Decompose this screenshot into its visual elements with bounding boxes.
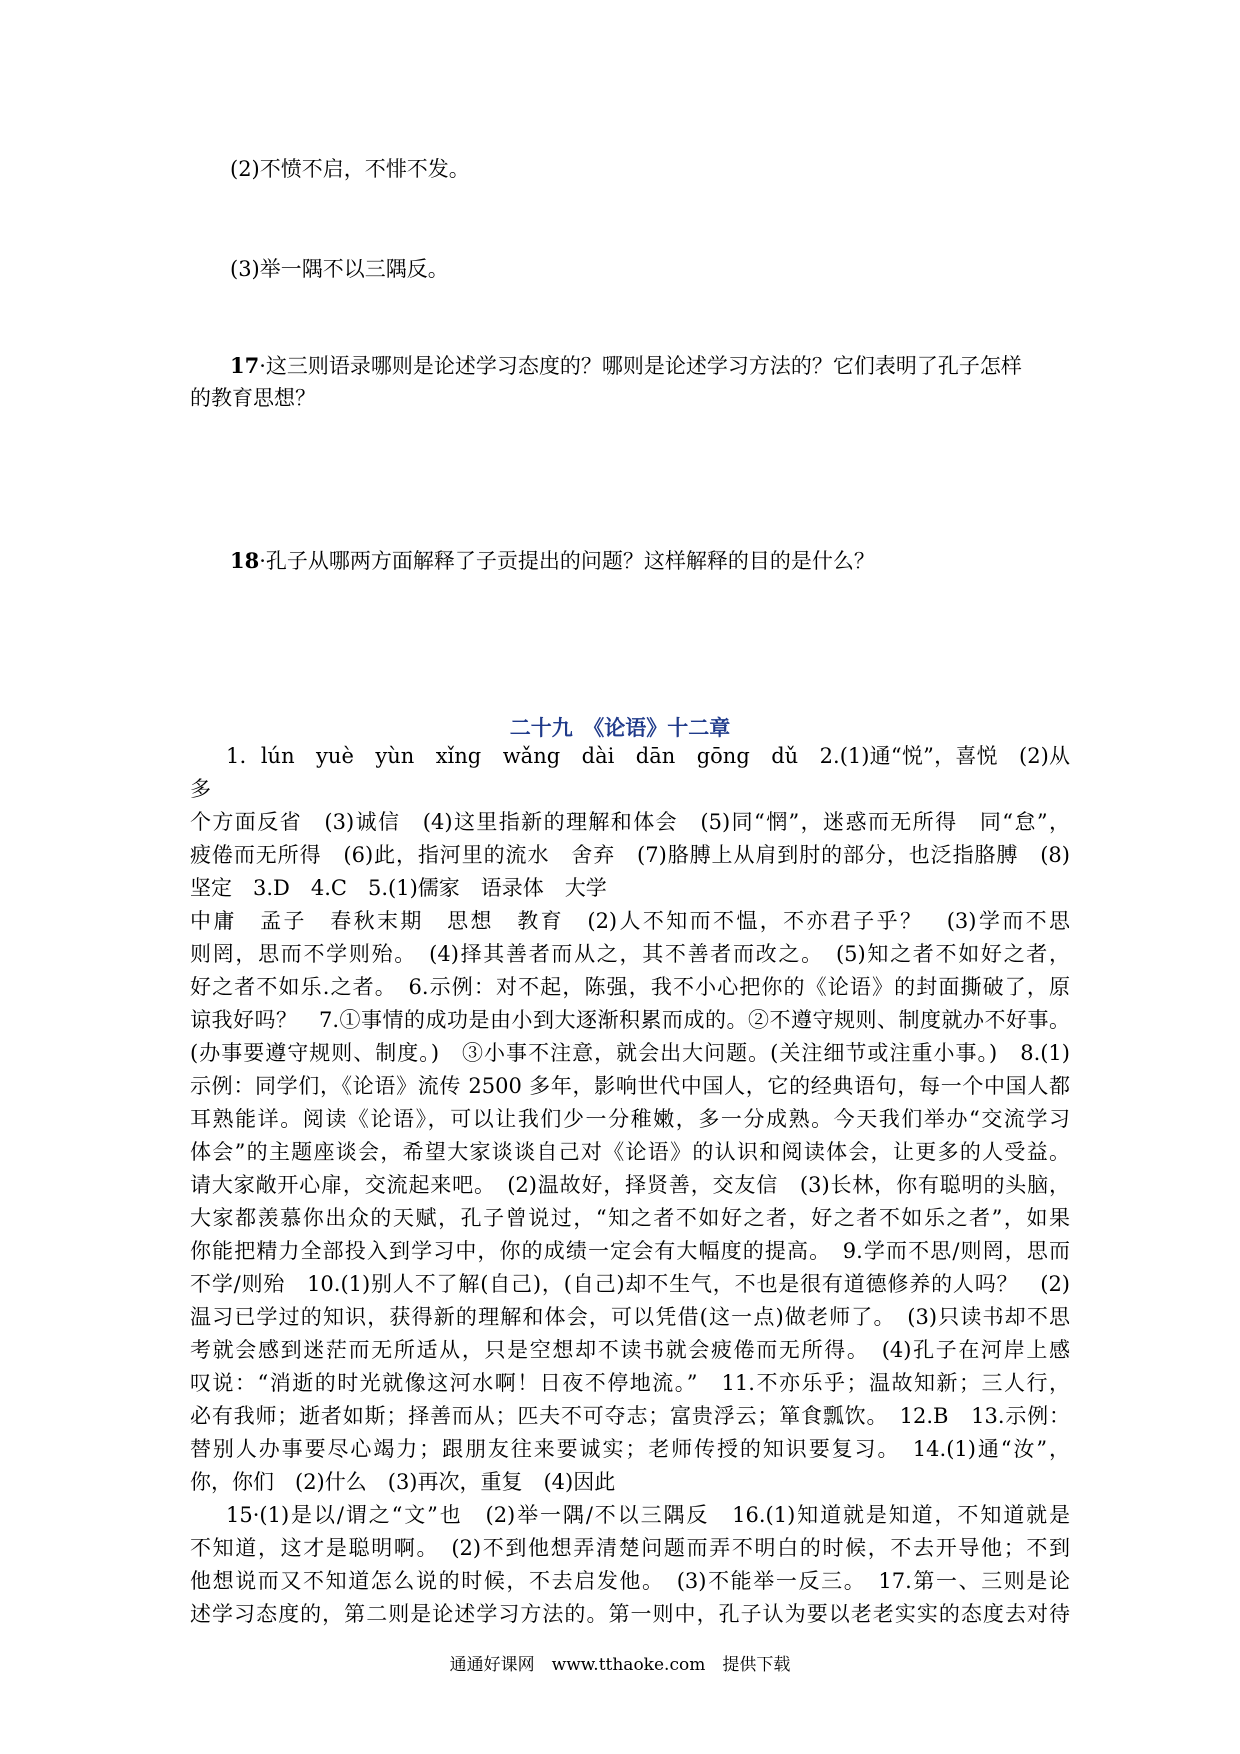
answer-line: 不学/则殆 10.(1)别人不了解(自己)，(自己)却不生气，不也是很有道德修养的人吗？ (2) <box>190 1272 1070 1296</box>
question-18 <box>230 545 875 575</box>
question-18-number: 18 <box>230 548 260 573</box>
question-17-line-1 <box>230 350 1022 380</box>
question-17-text: ·这三则语录哪则是论述学习态度的？哪则是论述学习方法的？它们表明了孔子怎样 <box>259 354 1022 378</box>
section-title: 二十九 《论语》十二章 <box>509 715 731 740</box>
answer-line: 不知道，这才是聪明啊。 (2)不到他想弄清楚问题而弄不明白的时候，不去开导他；不到 <box>190 1536 1070 1560</box>
answer-line: 替别人办事要尽心竭力；跟朋友往来要诚实；老师传授的知识要复习。 14.(1)通“汝”， <box>190 1437 1070 1461</box>
answer-line: 示例：同学们，《论语》流传 2500 多年，影响世代中国人，它的经典语句，每一个中国人都 <box>190 1074 1070 1098</box>
answer-line: 你，你们 (2)什么 (3)再次，重复 (4)因此 <box>190 1470 616 1494</box>
answer-line: 15·(1)是以/谓之“文”也 (2)举一隅/不以三隅反 16.(1)知道就是知道，不知道就是 <box>226 1503 1070 1527</box>
answer-line: 述学习态度的，第二则是论述学习方法的。第一则中，孔子认为要以老老实实的态度去对待 <box>190 1602 1070 1626</box>
answer-line: 叹说：“消逝的时光就像这河水啊！日夜不停地流。” 11.不亦乐乎；温故知新；三人行， <box>190 1371 1070 1395</box>
answer-line: 好之者不如乐.之者。 6.示例：对不起，陈强，我不小心把你的《论语》的封面撕破了，原 <box>190 975 1070 999</box>
answer-line: 1．lún yuè yùn xǐng wǎng dài dān gōng dǔ 2.(1)通“悦”，喜悦 (2)从多 <box>190 744 1070 801</box>
answer-line: (办事要遵守规则、制度。) ③小事不注意，就会出大问题。(关注细节或注重小事。) 8.(1) <box>190 1041 1070 1065</box>
question-16-part-2: (2)不愤不启，不悱不发。 <box>230 157 470 181</box>
answer-line: 谅我好吗？ 7.①事情的成功是由小到大逐渐积累而成的。②不遵守规则、制度就办不好事。 <box>190 1008 1070 1032</box>
answer-line: 大家都羡慕你出众的天赋，孔子曾说过，“知之者不如好之者，好之者不如乐之者”，如果 <box>190 1206 1070 1230</box>
answer-line: 温习已学过的知识，获得新的理解和体会，可以凭借(这一点)做老师了。 (3)只读书却不思 <box>190 1305 1070 1329</box>
answer-line: 体会”的主题座谈会，希望大家谈谈自己对《论语》的认识和阅读体会，让更多的人受益。 <box>190 1140 1070 1164</box>
answer-line: 则罔，思而不学则殆。 (4)择其善者而从之，其不善者而改之。 (5)知之者不如好之者， <box>190 942 1070 966</box>
answer-line: 请大家敞开心扉，交流起来吧。 (2)温故好，择贤善，交友信 (3)长林，你有聪明的头脑， <box>190 1173 1070 1197</box>
answer-line: 个方面反省 (3)诚信 (4)这里指新的理解和体会 (5)同“惘”，迷惑而无所得 同“怠”， <box>190 810 1070 834</box>
answer-line: 疲倦而无所得 (6)此，指河里的流水 舍弃 (7)胳膊上从肩到肘的部分，也泛指胳膊 (8) <box>190 843 1070 867</box>
question-17-number: 17 <box>230 353 260 378</box>
answer-key <box>190 740 1070 1631</box>
answer-line: 他想说而又不知道怎么说的时候，不去启发他。 (3)不能举一反三。 17.第一、三则是论 <box>190 1569 1070 1593</box>
question-18-text: ·孔子从哪两方面解释了子贡提出的问题？这样解释的目的是什么？ <box>259 549 875 573</box>
question-17-line-2: 的教育思想？ <box>190 386 316 410</box>
answer-line: 坚定 3.D 4.C 5.(1)儒家 语录体 大学 <box>190 876 607 900</box>
question-16-part-3: (3)举一隅不以三隅反。 <box>230 257 449 281</box>
answer-line: 必有我师；逝者如斯；择善而从；匹夫不可夺志；富贵浮云；箪食瓢饮。 12.B 13.示例： <box>190 1404 1070 1428</box>
answer-line: 耳熟能详。阅读《论语》，可以让我们少一分稚嫩，多一分成熟。今天我们举办“交流学习 <box>190 1107 1070 1131</box>
answer-line: 考就会感到迷茫而无所适从，只是空想却不读书就会疲倦而无所得。 (4)孔子在河岸上感 <box>190 1338 1070 1362</box>
answer-line: 你能把精力全部投入到学习中，你的成绩一定会有大幅度的提高。 9.学而不思/则罔，思而 <box>190 1239 1070 1263</box>
answer-line: 中庸 孟子 春秋末期 思想 教育 (2)人不知而不愠，不亦君子乎？ (3)学而不思 <box>190 909 1070 933</box>
page-footer: 通通好课网 www.tthaoke.com 提供下载 <box>449 1655 791 1675</box>
